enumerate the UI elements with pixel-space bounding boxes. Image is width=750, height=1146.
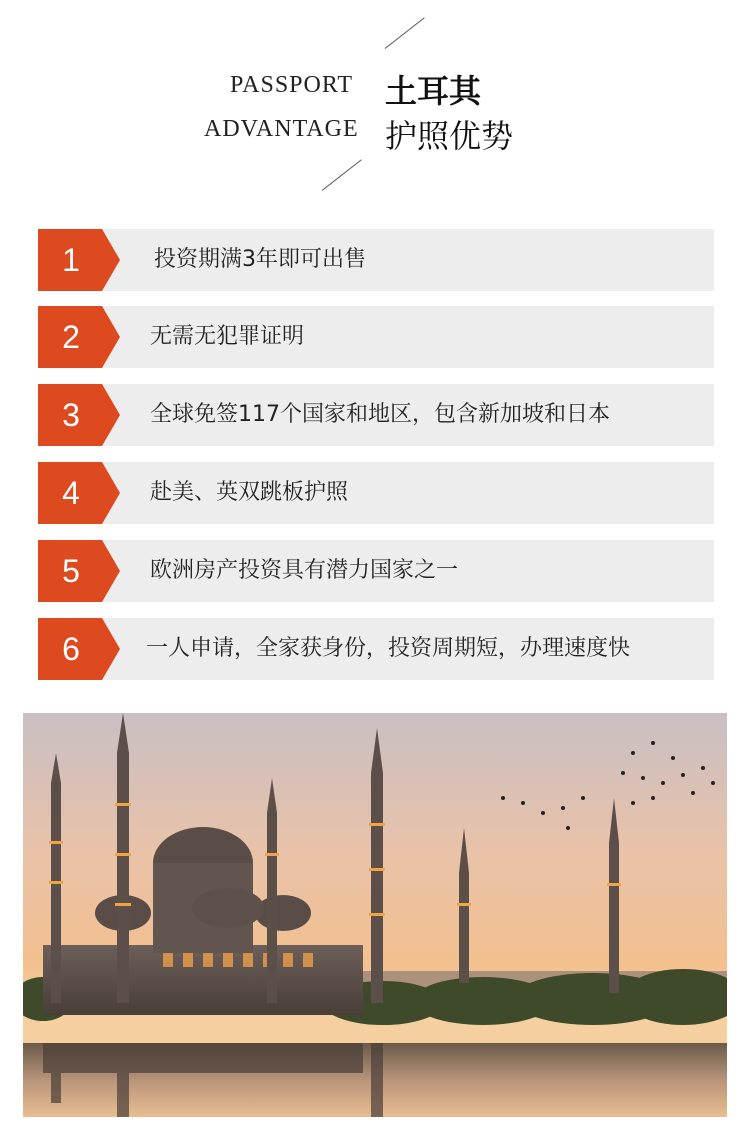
advantage-item-1 — [38, 229, 714, 291]
badge-number: 5 — [62, 553, 80, 589]
blue-mosque-photo — [23, 713, 727, 1117]
badge-number: 6 — [62, 631, 80, 667]
advantage-item-3 — [38, 384, 714, 446]
badge-number: 4 — [62, 475, 80, 511]
title-cn-passport-advantage: 护照优势 — [385, 117, 514, 155]
advantage-text: 全球免签117个国家和地区，包含新加坡和日本 — [150, 402, 610, 427]
advantage-item-6 — [38, 618, 714, 680]
advantage-text: 投资期满3年即可出售 — [154, 247, 366, 272]
title-en-passport: PASSPORT — [230, 72, 354, 98]
advantage-item-5 — [38, 540, 714, 602]
decorative-slash-top — [385, 17, 425, 49]
advantage-item-4 — [38, 462, 714, 524]
decorative-slash-bottom — [322, 159, 362, 191]
title-cn-turkey: 土耳其 — [385, 72, 482, 110]
advantage-item-2 — [38, 306, 714, 368]
badge-number: 2 — [62, 319, 80, 355]
row-background — [38, 306, 714, 368]
row-background — [38, 462, 714, 524]
advantage-text: 无需无犯罪证明 — [150, 324, 305, 349]
row-background — [38, 229, 714, 291]
badge-number: 1 — [62, 242, 80, 278]
advantage-text: 赴美、英双跳板护照 — [150, 480, 349, 505]
title-en-advantage: ADVANTAGE — [204, 116, 359, 142]
advantage-text: 欧洲房产投资具有潜力国家之一 — [150, 558, 459, 583]
advantage-text: 一人申请，全家获身份，投资周期短，办理速度快 — [146, 636, 631, 661]
badge-number: 3 — [62, 397, 80, 433]
